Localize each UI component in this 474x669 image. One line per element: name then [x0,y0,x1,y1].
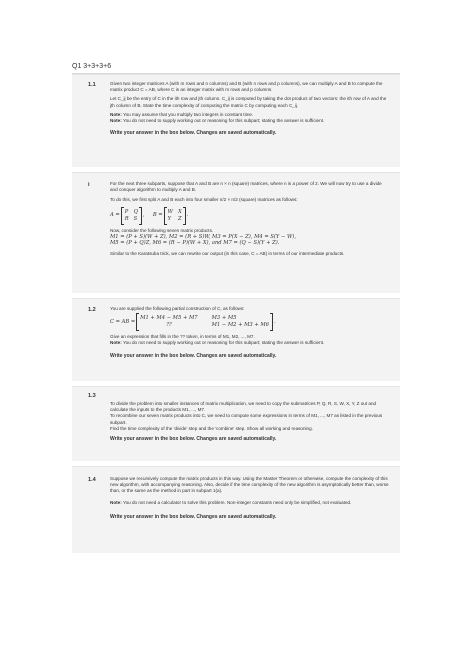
question-context-i [72,172,400,293]
question-number: 1.1 [88,82,96,88]
note-label: Note: [110,340,122,346]
question-text: Give an expression that fills in the ?? token, in terms of M1, M2, ..., M7. [110,334,255,340]
question-text: Now, consider the following seven matrix products. [110,227,214,233]
submatrix-definitions: A = P Q R S , B = W X Y Z . [110,207,390,225]
products-line: M1 = (P + S)(W + Z), M2 = (R + S)W, M3 = P(X − Z), M4 = S(Y − W), [110,233,296,240]
note-label: Note: [110,499,122,505]
question-text: To recombine our seven matrix products into C, we need to compute some expressions in terms of M1, ..., M7 as listed in the previous subpart. [110,413,383,425]
note-text: You do not need a calculator to solve this problem. Non-integer constants need only be simplified, not evaluated. [122,499,352,505]
question-header: Q1 3+3+3+6 [72,63,112,70]
question-body [110,306,390,362]
question-body [110,181,390,260]
question-number: i [88,182,90,188]
note-text: You do not need to supply working out or reasoning for this subpart; stating the answer is sufficient. [122,340,325,346]
question-text: Find the time complexity of the 'divide' step and the 'combine' step. Show all working and reasoning. [110,425,313,431]
question-number: 1.3 [88,393,96,399]
question-number: 1.2 [88,307,96,313]
question-text: You are supplied the following partial construction of C, as follows: [110,306,245,311]
question-text: Similar to the Karatsuba trick, we can rewrite our output (in this case, C = AB) in terms of our intermediate products. [110,251,345,257]
question-1-1 [72,74,400,167]
note-label: Note: [110,118,122,124]
question-body [110,81,390,139]
question-text: Let C_ij be the entry of C in the ith row and jth column. C_ij is computed by taking the dot product of two vectors: the ith row of A and the jth column of B. State the time complexity of computing the matrix C by computing each C_ij. [110,96,387,108]
question-text: Given two integer matrices A (with m rows and n columns) and B (with n rows and p columns), we can multiply A and B to compute the matrix product C = AB, where C is an integer matrix with m rows and p columns. [110,81,383,93]
question-1-3 [72,386,400,461]
question-1-2 [72,298,400,381]
note-label: Note: [110,111,122,117]
note-text: You do not need to supply working out or reasoning for this subpart; stating the answer is sufficient. [122,118,325,124]
answer-instruction: Write your answer in the box below. Changes are saved automatically. [110,513,277,520]
answer-instruction: Write your answer in the box below. Changes are saved automatically. [110,130,277,137]
question-text: Suppose we recursively compute the matrix products in this way. Using the Master Theorem or otherwise, compute the complexity of this new algorithm, with accompanying reasoning. Also, decide if the time complexity of the new algorithm is asymptotically better than, worse than, or the same as the method in part in subpart 1(a). [110,476,389,494]
question-text: To divide the problem into smaller instances of matrix multiplication, we need to copy the submatrices P, Q, R, S, W, X, Y, Z out and calculate the inputs to the products M1, ..., M7. [110,401,377,413]
answer-instruction: Write your answer in the box below. Changes are saved automatically. [110,352,277,359]
question-number: 1.4 [88,477,96,483]
question-body [110,401,390,445]
partial-construction: C = AB = M1 + M4 − M5 + M7 M3 + M5 ?? M1 − M2 + M3 + M6 . [110,313,390,331]
question-body [110,476,390,523]
question-text: To do this, we first split A and B each into four smaller n/2 × n/2 (square) matrices as follows: [110,197,298,203]
products-line: M5 = (P + Q)Z, M6 = (R − P)(W + X), and M7 = (Q − S)(Y + Z). [110,240,280,247]
answer-instruction: Write your answer in the box below. Changes are saved automatically. [110,436,277,443]
question-1-4 [72,466,400,553]
note-text: You may assume that you multiply two integers in constant time. [122,111,254,117]
question-text: For the next three subparts, suppose that A and B are n × n (square) matrices, where n is a power of 2. We will now try to use a divide and conquer algorithm to multiply A and B. [110,181,382,193]
